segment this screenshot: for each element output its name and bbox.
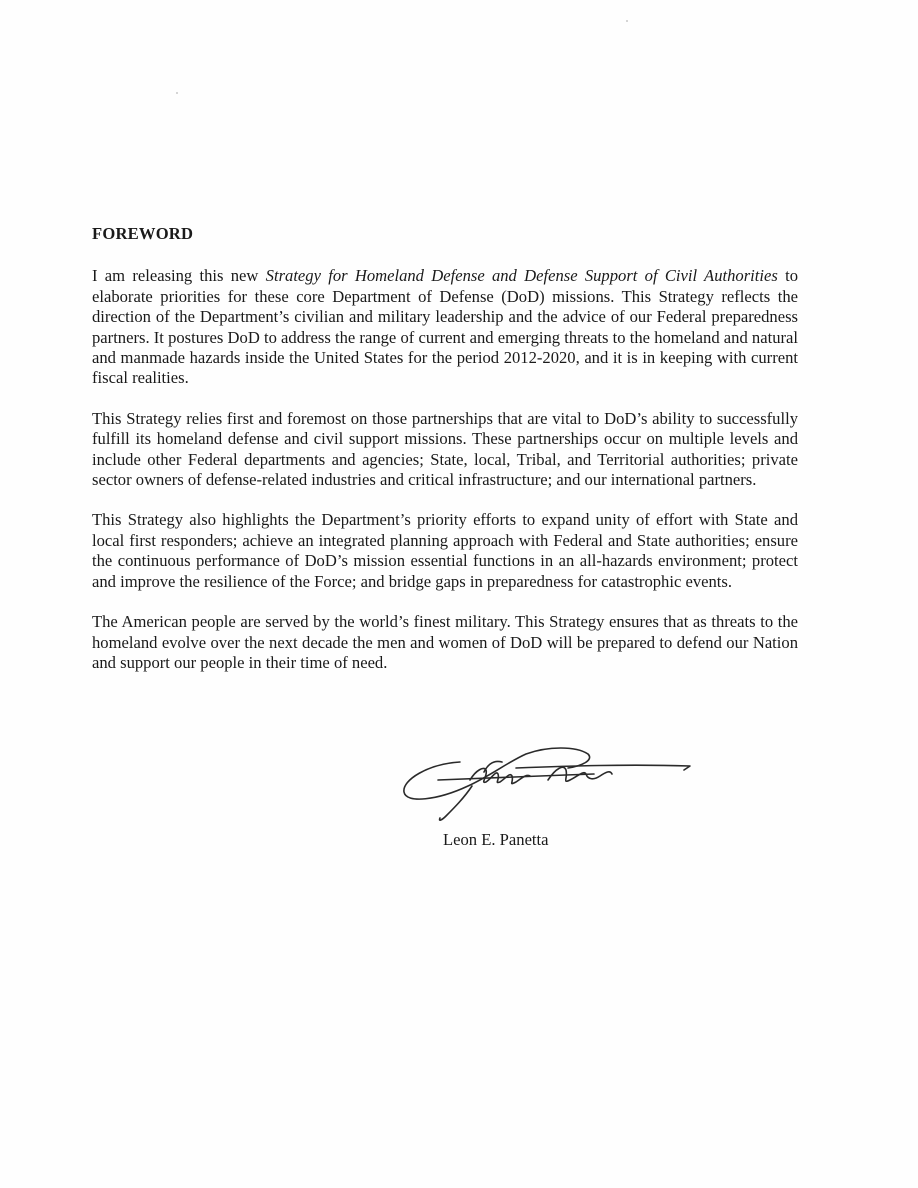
foreword-body — [92, 224, 798, 693]
signature-icon — [398, 740, 698, 826]
foreword-heading: FOREWORD — [92, 224, 194, 243]
signer-name: Leon E. Panetta — [443, 830, 549, 849]
paragraph-1 — [92, 266, 798, 388]
paragraph-3: This Strategy also highlights the Department’s priority efforts to expand unity of effort with State and local first responders; achieve an integrated planning approach with Federal and State authorities; ensure the continuous performance of DoD’s mission essential functions in an all-hazards environment; protect and improve the resilience of the Force; and bridge gaps in preparedness for catastrophic events. — [92, 510, 798, 591]
scan-speck — [626, 20, 628, 22]
strategy-title: Strategy for Homeland Defense and Defense Support of Civil Authorities — [265, 266, 778, 286]
paragraph-2: This Strategy relies first and foremost on those partnerships that are vital to DoD’s ability to successfully fulfill its homeland defense and civil support missions. These partnerships occur on multiple levels and include other Federal departments and agencies; State, local, Tribal, and Territorial authorities; private sector owners of defense-related industries and critical infrastructure; and our international partners. — [92, 408, 798, 490]
paragraph-4: The American people are served by the world’s finest military. This Strategy ensures that as threats to the homeland evolve over the next decade the men and women of DoD will be prepared to defend our Nation and support our people in their time of need. — [92, 612, 798, 672]
paragraph-1-lead: I am releasing this new — [92, 266, 266, 286]
scan-speck — [176, 92, 178, 94]
paragraph-1-rest: to elaborate priorities for these core Department of Defense (DoD) missions. This Strategy reflects the direction of the Department’s civilian and military leadership and the advice of our Federal preparedness partners. It postures DoD to address the range of current and emerging threats to the homeland and natural and manmade hazards inside the United States for the period 2012-2020, and it is in keeping with current fiscal realities. — [92, 266, 798, 388]
